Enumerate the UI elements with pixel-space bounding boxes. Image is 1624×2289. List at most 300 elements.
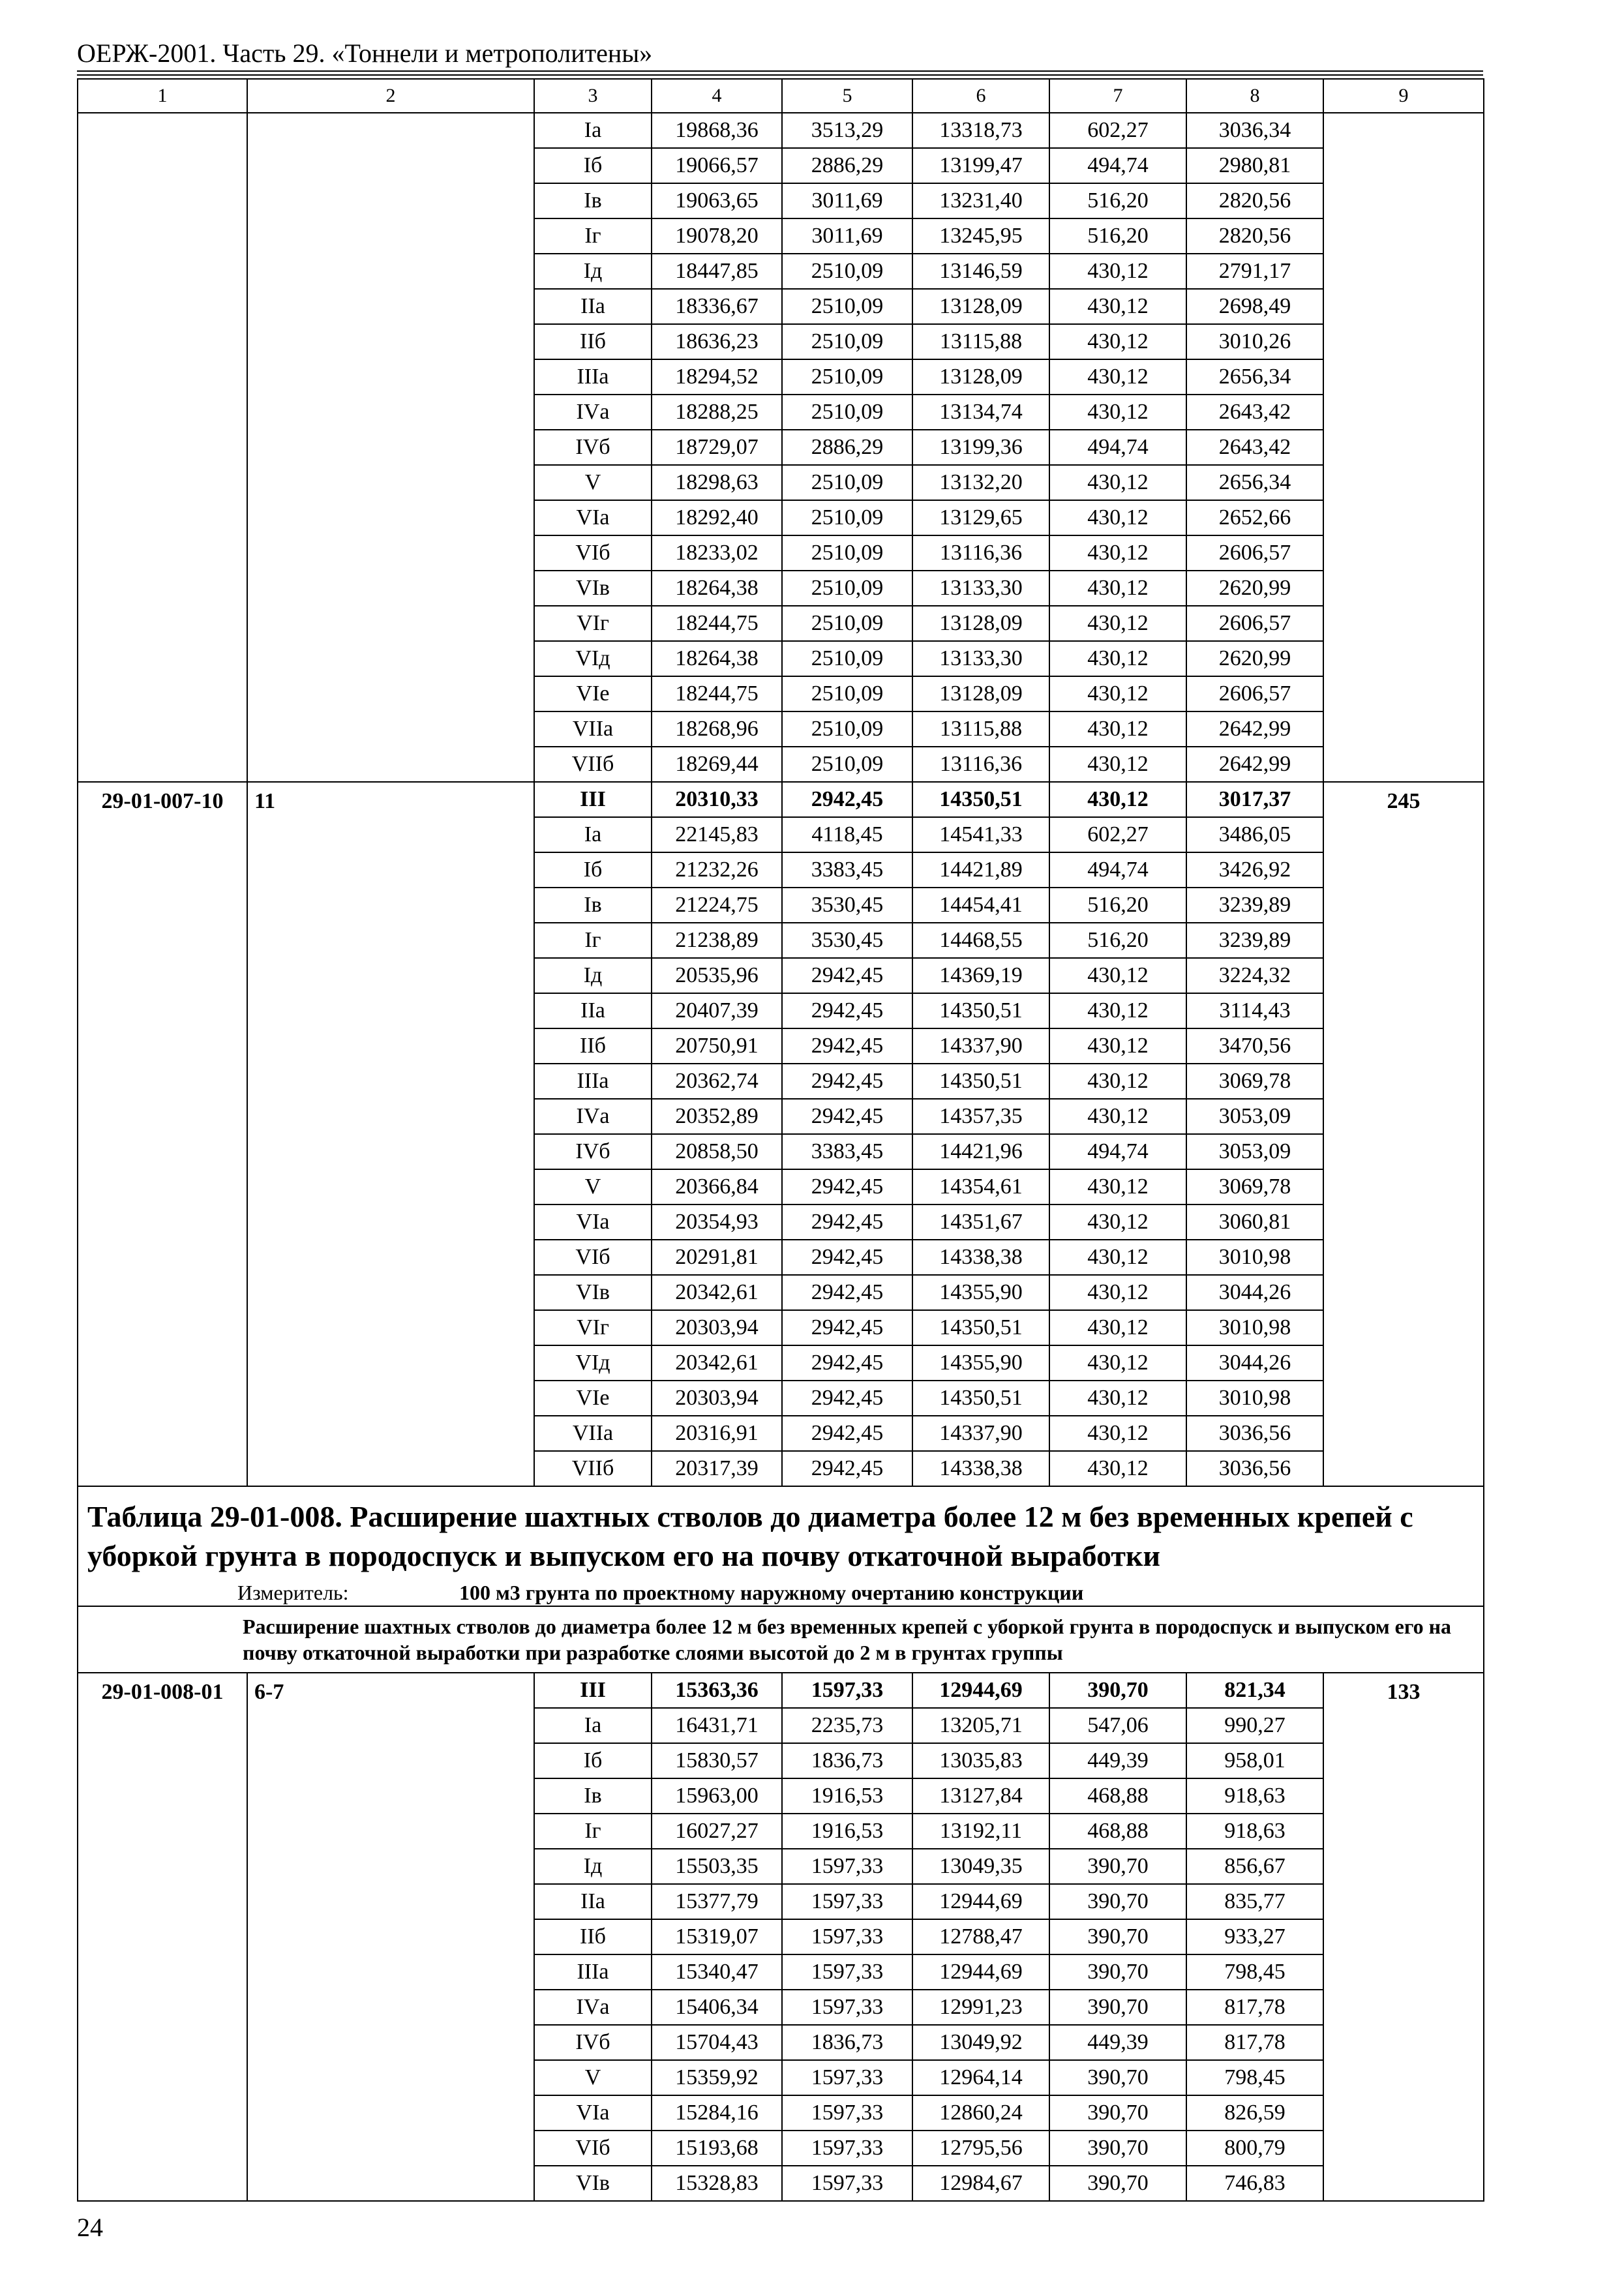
rate-value: 18636,23: [652, 324, 782, 359]
rate-value: 821,34: [1186, 1673, 1323, 1708]
rate-value: 13127,84: [912, 1778, 1049, 1814]
rate-value: 2942,45: [782, 1099, 912, 1134]
rate-value: 20316,91: [652, 1416, 782, 1451]
total-value: [1323, 113, 1484, 782]
rate-value: 933,27: [1186, 1919, 1323, 1954]
rate-value: 2510,09: [782, 324, 912, 359]
column-number: 4: [652, 79, 782, 113]
rate-value: 2652,66: [1186, 500, 1323, 535]
rate-value: 1836,73: [782, 1743, 912, 1778]
region-code: VIв: [534, 2166, 652, 2201]
rate-value: 3470,56: [1186, 1028, 1323, 1064]
rate-value: 14357,35: [912, 1099, 1049, 1134]
region-code: IIа: [534, 1884, 652, 1919]
rate-value: 20310,33: [652, 782, 782, 817]
rate-value: 12795,56: [912, 2131, 1049, 2166]
rate-value: 18288,25: [652, 395, 782, 430]
rate-value: 14354,61: [912, 1169, 1049, 1204]
rate-value: 2942,45: [782, 1169, 912, 1204]
rate-value: 2642,99: [1186, 747, 1323, 782]
rate-value: 15193,68: [652, 2131, 782, 2166]
table-subtitle: Расширение шахтных стволов до диаметра более 12 м без временных крепей с уборкой грунта в породоспуск и выпуском его на почву откаточной выработки при разработке слоями высотой до 2 м в грунтах группы: [243, 1614, 1452, 1664]
rate-value: 3069,78: [1186, 1064, 1323, 1099]
rate-value: 2942,45: [782, 1381, 912, 1416]
rate-value: 390,70: [1049, 1954, 1186, 1990]
rate-value: 516,20: [1049, 183, 1186, 218]
rate-value: 2942,45: [782, 1416, 912, 1451]
region-code: V: [534, 1169, 652, 1204]
rate-value: 14350,51: [912, 782, 1049, 817]
rate-value: 13128,09: [912, 289, 1049, 324]
rate-value: 18264,38: [652, 571, 782, 606]
rate-value: 3011,69: [782, 218, 912, 254]
rate-value: 14369,19: [912, 958, 1049, 993]
rate-value: 3069,78: [1186, 1169, 1323, 1204]
rate-value: 13199,47: [912, 148, 1049, 183]
rate-value: 430,12: [1049, 747, 1186, 782]
rate-value: 14355,90: [912, 1275, 1049, 1310]
table-title-row: [78, 1486, 1484, 1606]
rate-value: 430,12: [1049, 1451, 1186, 1486]
rate-value: 798,45: [1186, 2060, 1323, 2095]
region-code: V: [534, 465, 652, 500]
region-code: VIб: [534, 1240, 652, 1275]
rate-value: 12944,69: [912, 1954, 1049, 1990]
rate-value: 430,12: [1049, 1345, 1186, 1381]
region-code: VIе: [534, 676, 652, 711]
region-code: III: [534, 1673, 652, 1708]
rate-value: 13245,95: [912, 218, 1049, 254]
rate-value: 430,12: [1049, 1169, 1186, 1204]
rate-value: 390,70: [1049, 1919, 1186, 1954]
region-code: VIг: [534, 1310, 652, 1345]
rate-value: 2942,45: [782, 1345, 912, 1381]
rate-value: 3053,09: [1186, 1134, 1323, 1169]
rate-value: 16027,27: [652, 1814, 782, 1849]
rate-value: 20858,50: [652, 1134, 782, 1169]
rate-value: 13134,74: [912, 395, 1049, 430]
rate-value: 13115,88: [912, 711, 1049, 747]
rate-value: 20342,61: [652, 1275, 782, 1310]
rate-value: 18729,07: [652, 430, 782, 465]
region-code: VIг: [534, 606, 652, 641]
rate-value: 2942,45: [782, 1064, 912, 1099]
rate-value: 18269,44: [652, 747, 782, 782]
rate-value: 430,12: [1049, 324, 1186, 359]
rate-value: 3426,92: [1186, 852, 1323, 888]
region-code: VIа: [534, 1204, 652, 1240]
column-number: 3: [534, 79, 652, 113]
rate-value: 2510,09: [782, 747, 912, 782]
rate-value: 15284,16: [652, 2095, 782, 2131]
rate-value: 430,12: [1049, 606, 1186, 641]
column-number: 8: [1186, 79, 1323, 113]
rate-value: 430,12: [1049, 571, 1186, 606]
rate-value: 2510,09: [782, 606, 912, 641]
rate-value: 494,74: [1049, 148, 1186, 183]
rate-value: 430,12: [1049, 1240, 1186, 1275]
table-row: [78, 1673, 1484, 1708]
table-title: Таблица 29-01-008. Расширение шахтных стволов до диаметра более 12 м без временных крепей с уборкой грунта в породоспуск и выпуском его на почву откаточной выработки: [87, 1500, 1413, 1572]
rate-value: 430,12: [1049, 1064, 1186, 1099]
region-code: VIд: [534, 641, 652, 676]
rate-value: 12991,23: [912, 1990, 1049, 2025]
region-code: VIб: [534, 2131, 652, 2166]
rate-value: 602,27: [1049, 817, 1186, 852]
rate-value: 14350,51: [912, 1310, 1049, 1345]
region-code: IIб: [534, 1919, 652, 1954]
region-code: VIв: [534, 571, 652, 606]
rate-value: 14350,51: [912, 1381, 1049, 1416]
page-number: 24: [77, 2213, 103, 2242]
rate-value: 918,63: [1186, 1778, 1323, 1814]
rate-value: 516,20: [1049, 923, 1186, 958]
rate-value: 3036,56: [1186, 1416, 1323, 1451]
rate-value: 19066,57: [652, 148, 782, 183]
rate-value: 430,12: [1049, 535, 1186, 571]
rate-value: 2620,99: [1186, 571, 1323, 606]
rate-value: 15359,92: [652, 2060, 782, 2095]
rate-value: 20366,84: [652, 1169, 782, 1204]
rate-value: 2510,09: [782, 535, 912, 571]
rate-value: 18336,67: [652, 289, 782, 324]
rate-value: 2942,45: [782, 1275, 912, 1310]
rate-value: 2642,99: [1186, 711, 1323, 747]
rate-value: 2510,09: [782, 711, 912, 747]
rate-value: 20750,91: [652, 1028, 782, 1064]
rate-value: 2510,09: [782, 500, 912, 535]
rate-value: 826,59: [1186, 2095, 1323, 2131]
rate-value: 3513,29: [782, 113, 912, 148]
rate-value: 3239,89: [1186, 923, 1323, 958]
rate-value: 1597,33: [782, 1849, 912, 1884]
rate-value: 13035,83: [912, 1743, 1049, 1778]
region-code: IVа: [534, 1099, 652, 1134]
measure-label: Измеритель:: [237, 1580, 349, 1604]
rate-value: 390,70: [1049, 2166, 1186, 2201]
rate-value: 14338,38: [912, 1240, 1049, 1275]
rate-value: 449,39: [1049, 1743, 1186, 1778]
region-code: Iб: [534, 1743, 652, 1778]
region-code: VIа: [534, 500, 652, 535]
rate-value: 468,88: [1049, 1814, 1186, 1849]
rate-value: 20407,39: [652, 993, 782, 1028]
table-row: [78, 113, 1484, 148]
rate-value: 430,12: [1049, 1204, 1186, 1240]
rate-value: 18268,96: [652, 711, 782, 747]
rate-value: 2942,45: [782, 782, 912, 817]
region-code: VIе: [534, 1381, 652, 1416]
rate-value: 21224,75: [652, 888, 782, 923]
rate-value: 20362,74: [652, 1064, 782, 1099]
rate-value: 13128,09: [912, 606, 1049, 641]
rate-value: 20291,81: [652, 1240, 782, 1275]
column-number-row: [78, 79, 1484, 113]
rate-value: 21232,26: [652, 852, 782, 888]
rate-value: 13132,20: [912, 465, 1049, 500]
rate-value: 3010,98: [1186, 1310, 1323, 1345]
rate-value: 13049,92: [912, 2025, 1049, 2060]
rate-value: 13049,35: [912, 1849, 1049, 1884]
rate-value: 430,12: [1049, 641, 1186, 676]
rate-value: 13116,36: [912, 535, 1049, 571]
rate-value: 18244,75: [652, 606, 782, 641]
rate-value: 2606,57: [1186, 606, 1323, 641]
rate-value: 2643,42: [1186, 430, 1323, 465]
rate-value: 430,12: [1049, 254, 1186, 289]
rate-value: 430,12: [1049, 958, 1186, 993]
rate-value: 2820,56: [1186, 218, 1323, 254]
rate-value: 430,12: [1049, 1028, 1186, 1064]
rate-code: 29-01-007-10: [78, 782, 247, 1486]
rate-value: 22145,83: [652, 817, 782, 852]
rate-value: 3010,98: [1186, 1381, 1323, 1416]
total-value: 133: [1323, 1673, 1484, 2201]
rate-value: 15963,00: [652, 1778, 782, 1814]
rate-value: 390,70: [1049, 2131, 1186, 2166]
region-code: Iб: [534, 148, 652, 183]
rate-value: 14337,90: [912, 1416, 1049, 1451]
rate-value: 430,12: [1049, 395, 1186, 430]
rate-value: 2942,45: [782, 1028, 912, 1064]
rate-value: 2510,09: [782, 395, 912, 430]
rate-value: 2942,45: [782, 1240, 912, 1275]
rate-value: 14421,89: [912, 852, 1049, 888]
column-number: 1: [78, 79, 247, 113]
document-header: ОЕРЖ-2001. Часть 29. «Тоннели и метрополитены»: [77, 38, 653, 68]
rate-value: 18292,40: [652, 500, 782, 535]
rate-value: 430,12: [1049, 1381, 1186, 1416]
rate-value: 3486,05: [1186, 817, 1323, 852]
region-code: V: [534, 2060, 652, 2095]
rate-value: 3010,98: [1186, 1240, 1323, 1275]
rate-value: 390,70: [1049, 1673, 1186, 1708]
rate-value: 12964,14: [912, 2060, 1049, 2095]
rate-value: 20342,61: [652, 1345, 782, 1381]
column-number: 6: [912, 79, 1049, 113]
rate-value: 3053,09: [1186, 1099, 1323, 1134]
rate-value: 13129,65: [912, 500, 1049, 535]
region-code: IIб: [534, 324, 652, 359]
rate-value: 746,83: [1186, 2166, 1323, 2201]
rate-value: 3530,45: [782, 888, 912, 923]
region-code: Iв: [534, 1778, 652, 1814]
rate-value: 800,79: [1186, 2131, 1323, 2166]
rate-value: 390,70: [1049, 1884, 1186, 1919]
rate-value: 3239,89: [1186, 888, 1323, 923]
rate-value: 2510,09: [782, 359, 912, 395]
region-code: IVб: [534, 2025, 652, 2060]
rate-value: 19078,20: [652, 218, 782, 254]
rate-value: 2510,09: [782, 571, 912, 606]
rate-value: 2510,09: [782, 676, 912, 711]
rate-value: 14337,90: [912, 1028, 1049, 1064]
region-code: III: [534, 782, 652, 817]
rate-value: 15830,57: [652, 1743, 782, 1778]
table-title-cell: [78, 1486, 1484, 1606]
column-number: 2: [247, 79, 534, 113]
region-code: Iг: [534, 218, 652, 254]
rate-value: 14350,51: [912, 1064, 1049, 1099]
rate-value: 2886,29: [782, 430, 912, 465]
rate-value: 2510,09: [782, 289, 912, 324]
rate-value: 430,12: [1049, 993, 1186, 1028]
rate-value: 14454,41: [912, 888, 1049, 923]
rate-value: 3060,81: [1186, 1204, 1323, 1240]
rate-value: 19868,36: [652, 113, 782, 148]
rate-value: 14350,51: [912, 993, 1049, 1028]
region-code: VIв: [534, 1275, 652, 1310]
total-value: 245: [1323, 782, 1484, 1486]
rate-value: 14421,96: [912, 1134, 1049, 1169]
rate-value: 20303,94: [652, 1310, 782, 1345]
rate-value: 2698,49: [1186, 289, 1323, 324]
rate-value: 390,70: [1049, 2060, 1186, 2095]
rate-code: [78, 113, 247, 782]
rate-value: 1916,53: [782, 1778, 912, 1814]
rate-value: 14355,90: [912, 1345, 1049, 1381]
rate-value: 13128,09: [912, 359, 1049, 395]
rate-value: 4118,45: [782, 817, 912, 852]
rate-value: 12984,67: [912, 2166, 1049, 2201]
rate-value: 2510,09: [782, 254, 912, 289]
region-code: Iб: [534, 852, 652, 888]
rate-value: 2942,45: [782, 1310, 912, 1345]
region-code: VIб: [534, 535, 652, 571]
rate-value: 14338,38: [912, 1451, 1049, 1486]
rate-value: 14541,33: [912, 817, 1049, 852]
rate-value: 817,78: [1186, 1990, 1323, 2025]
rate-value: 13115,88: [912, 324, 1049, 359]
rate-value: 430,12: [1049, 289, 1186, 324]
rate-value: 13192,11: [912, 1814, 1049, 1849]
rate-value: 449,39: [1049, 2025, 1186, 2060]
rate-value: 15406,34: [652, 1990, 782, 2025]
region-code: VIIб: [534, 1451, 652, 1486]
region-code: IIIа: [534, 1064, 652, 1099]
rate-value: 18233,02: [652, 535, 782, 571]
rate-value: 430,12: [1049, 1416, 1186, 1451]
rate-value: 430,12: [1049, 1310, 1186, 1345]
rate-value: 3044,26: [1186, 1345, 1323, 1381]
rate-value: 2942,45: [782, 1204, 912, 1240]
rate-value: 20535,96: [652, 958, 782, 993]
rate-value: 2643,42: [1186, 395, 1323, 430]
region-code: IVа: [534, 1990, 652, 2025]
rate-value: 2656,34: [1186, 359, 1323, 395]
region-code: IVб: [534, 1134, 652, 1169]
rate-value: 2510,09: [782, 465, 912, 500]
rate-value: 12788,47: [912, 1919, 1049, 1954]
rate-value: 2886,29: [782, 148, 912, 183]
rate-value: 2510,09: [782, 641, 912, 676]
region-code: Iг: [534, 1814, 652, 1849]
rate-value: 516,20: [1049, 888, 1186, 923]
rate-value: 3530,45: [782, 923, 912, 958]
rate-value: 3224,32: [1186, 958, 1323, 993]
column-number: 9: [1323, 79, 1484, 113]
region-code: Iа: [534, 817, 652, 852]
rate-value: 430,12: [1049, 359, 1186, 395]
subtitle-row: [78, 1606, 1484, 1673]
region-code: VIIа: [534, 1416, 652, 1451]
rate-value: 13231,40: [912, 183, 1049, 218]
rate-value: 13116,36: [912, 747, 1049, 782]
rate-value: 2620,99: [1186, 641, 1323, 676]
rate-value: 2980,81: [1186, 148, 1323, 183]
table-row: [78, 782, 1484, 817]
rate-value: 18244,75: [652, 676, 782, 711]
rate-value: 918,63: [1186, 1814, 1323, 1849]
rate-label: 6-7: [247, 1673, 534, 2201]
rate-value: 21238,89: [652, 923, 782, 958]
rate-value: 3036,34: [1186, 113, 1323, 148]
region-code: VIа: [534, 2095, 652, 2131]
rate-value: 798,45: [1186, 1954, 1323, 1990]
rate-value: 20352,89: [652, 1099, 782, 1134]
header-rule: [77, 70, 1483, 72]
rate-value: 602,27: [1049, 113, 1186, 148]
rate-value: 390,70: [1049, 1849, 1186, 1884]
rate-value: 19063,65: [652, 183, 782, 218]
rates-table: [77, 78, 1484, 2202]
region-code: VIIб: [534, 747, 652, 782]
rate-value: 15503,35: [652, 1849, 782, 1884]
rate-value: 3036,56: [1186, 1451, 1323, 1486]
rate-value: 1597,33: [782, 2060, 912, 2095]
rate-value: 15340,47: [652, 1954, 782, 1990]
region-code: Iа: [534, 113, 652, 148]
rate-value: 12860,24: [912, 2095, 1049, 2131]
rate-value: 1597,33: [782, 1990, 912, 2025]
rate-value: 547,06: [1049, 1708, 1186, 1743]
rate-value: 2942,45: [782, 993, 912, 1028]
rate-value: 1597,33: [782, 2166, 912, 2201]
rate-value: 494,74: [1049, 852, 1186, 888]
rate-value: 835,77: [1186, 1884, 1323, 1919]
measure-line: [87, 1582, 1474, 1603]
region-code: Iв: [534, 183, 652, 218]
rate-value: 13199,36: [912, 430, 1049, 465]
rate-value: 20317,39: [652, 1451, 782, 1486]
rate-value: 856,67: [1186, 1849, 1323, 1884]
rate-value: 3017,37: [1186, 782, 1323, 817]
rate-value: 13133,30: [912, 641, 1049, 676]
rate-value: 1836,73: [782, 2025, 912, 2060]
rate-value: 20354,93: [652, 1204, 782, 1240]
region-code: IIIа: [534, 1954, 652, 1990]
rate-value: 12944,69: [912, 1673, 1049, 1708]
rate-value: 1597,33: [782, 2131, 912, 2166]
rate-value: 18447,85: [652, 254, 782, 289]
rate-value: 2820,56: [1186, 183, 1323, 218]
region-code: IIIа: [534, 359, 652, 395]
rate-value: 16431,71: [652, 1708, 782, 1743]
region-code: VIIа: [534, 711, 652, 747]
rate-value: 3383,45: [782, 852, 912, 888]
rate-value: 468,88: [1049, 1778, 1186, 1814]
rate-value: 1597,33: [782, 2095, 912, 2131]
rate-value: 3010,26: [1186, 324, 1323, 359]
rate-value: 15363,36: [652, 1673, 782, 1708]
rate-value: 20303,94: [652, 1381, 782, 1416]
rate-value: 430,12: [1049, 1099, 1186, 1134]
rate-value: 1916,53: [782, 1814, 912, 1849]
rate-value: 18294,52: [652, 359, 782, 395]
rate-value: 430,12: [1049, 676, 1186, 711]
header-rule-2: [77, 74, 1483, 76]
rate-value: 13146,59: [912, 254, 1049, 289]
